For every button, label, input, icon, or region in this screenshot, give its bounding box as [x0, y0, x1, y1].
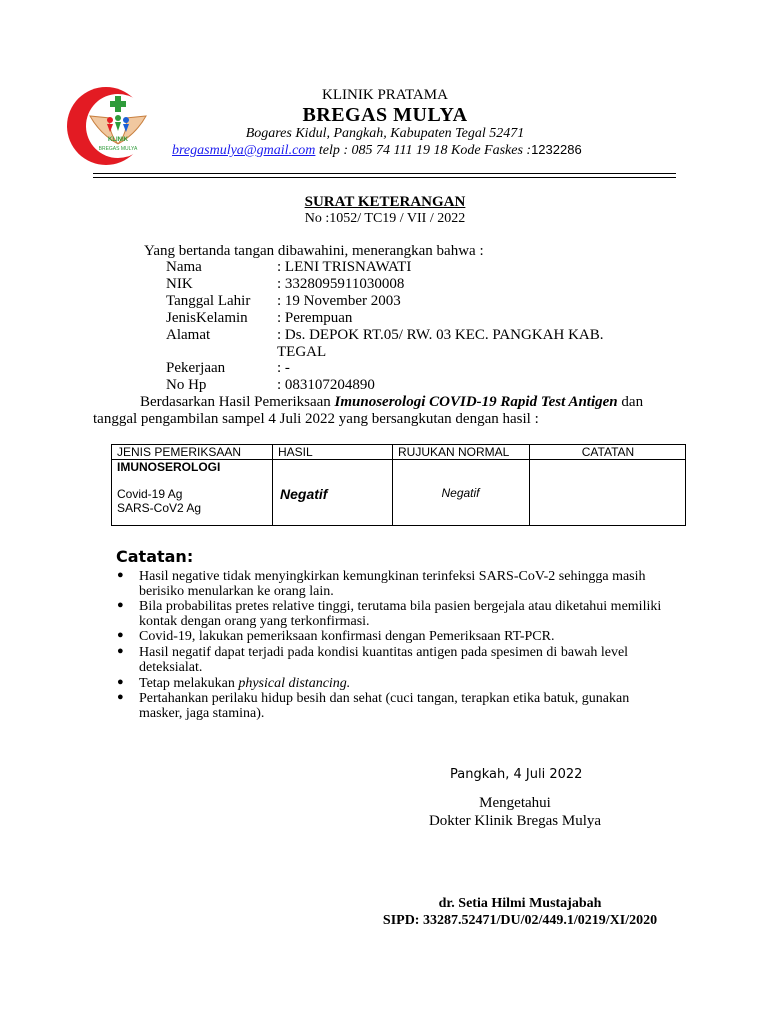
bullet-icon: ●: [117, 645, 124, 657]
value-alamat-cont: TEGAL: [277, 344, 327, 360]
note-item-2: Bila probabilitas pretes relative tinggi, terutama bila pasien bergejala atau diketahui memiliki kontak dengan orang yang terkonfirmasi.: [139, 599, 662, 629]
header-rujukan-normal: RUJUKAN NORMAL: [398, 445, 510, 459]
bullet-icon: ●: [117, 691, 124, 703]
notes-heading: Catatan:: [116, 547, 194, 566]
note-item-4: Hasil negatif dapat terjadi pada kondisi kuantitas antigen pada spesimen di bawah level deteksialat.: [139, 645, 629, 675]
result-table: [111, 444, 686, 526]
note-item-6: Pertahankan perilaku hidup besih dan sehat (cuci tangan, terapkan etika batuk, gunakan masker, jaga stamina).: [139, 691, 630, 721]
email-link[interactable]: bregasmulya@gmail.com: [172, 143, 316, 158]
statement-prefix: Berdasarkan Hasil Pemeriksaan: [140, 394, 335, 410]
label-tanggal-lahir: Tanggal Lahir: [166, 293, 251, 309]
label-jenis-kelamin: JenisKelamin: [166, 310, 248, 326]
label-no-hp: No Hp: [166, 377, 207, 393]
label-alamat: Alamat: [166, 327, 211, 343]
value-jenis-kelamin: : Perempuan: [277, 310, 353, 326]
test-reference: Negatif: [441, 486, 480, 500]
table-col-divider: [392, 445, 393, 525]
test-group: IMUNOSEROLOGI: [117, 460, 221, 474]
note-item-1: Hasil negative tidak menyingkirkan kemungkinan terinfeksi SARS-CoV-2 sehingga masih berisiko menularkan ke orang lain.: [139, 569, 646, 599]
document-title: SURAT KETERANGAN: [304, 194, 466, 210]
test-result: Negatif: [280, 486, 328, 502]
note-item-5: Tetap melakukan physical distancing.: [139, 676, 351, 691]
test-item-covid: Covid-19 Ag: [117, 487, 183, 501]
header-rule-bottom: [93, 177, 676, 178]
statement-suffix: dan: [617, 394, 644, 410]
clinic-contact: [172, 142, 612, 159]
sign-role: Dokter Klinik Bregas Mulya: [428, 813, 602, 829]
header-catatan: CATATAN: [581, 445, 635, 459]
value-nik: : 3328095911030008: [277, 276, 405, 292]
bullet-icon: ●: [117, 569, 124, 581]
header-hasil: HASIL: [278, 445, 313, 459]
sign-place-date: Pangkah, 4 Juli 2022: [450, 767, 583, 782]
label-pekerjaan: Pekerjaan: [166, 360, 226, 376]
header-rule-top: [93, 173, 676, 174]
statement-line2: tanggal pengambilan sampel 4 Juli 2022 yang bersangkutan dengan hasil :: [93, 411, 539, 427]
value-nama: : LENI TRISNAWATI: [277, 259, 412, 275]
logo-text-bottom: BREGAS MULYA: [98, 146, 138, 152]
bullet-icon: ●: [117, 676, 124, 688]
note-italic-phrase: physical distancing.: [238, 676, 351, 691]
doctor-name: dr. Setia Hilmi Mustajabah: [438, 896, 602, 911]
value-alamat: : Ds. DEPOK RT.05/ RW. 03 KEC. PANGKAH KAB.: [277, 327, 604, 343]
sign-acknowledged: Mengetahui: [479, 795, 551, 811]
clinic-name: BREGAS MULYA: [302, 104, 468, 126]
clinic-type: KLINIK PRATAMA: [322, 87, 448, 103]
header-jenis-pemeriksaan: JENIS PEMERIKSAAN: [117, 445, 242, 459]
contact-text: telp : 085 74 111 19 18 Kode Faskes :: [315, 143, 532, 158]
bullet-icon: ●: [117, 599, 124, 611]
faskes-code: 1232286: [531, 142, 582, 157]
label-nik: NIK: [166, 276, 193, 292]
clinic-logo: [66, 86, 158, 166]
intro-text: Yang bertanda tangan dibawahini, menerangkan bahwa :: [144, 243, 484, 259]
label-nama: Nama: [166, 259, 202, 275]
doctor-sipd: SIPD: 33287.52471/DU/02/449.1/0219/XI/2020: [382, 913, 658, 928]
value-pekerjaan: : -: [277, 360, 290, 376]
note-item-3: Covid-19, lakukan pemeriksaan konfirmasi dengan Pemeriksaan RT-PCR.: [139, 629, 555, 644]
value-no-hp: : 083107204890: [277, 377, 375, 393]
logo-text-top: KLINIK: [108, 137, 128, 143]
document-number: No :1052/ TC19 / VII / 2022: [304, 211, 466, 226]
bullet-icon: ●: [117, 629, 124, 641]
clinic-address: Bogares Kidul, Pangkah, Kabupaten Tegal 52471: [245, 126, 525, 141]
statement-line1: [140, 394, 643, 411]
test-item-sars: SARS-CoV2 Ag: [117, 501, 202, 515]
statement-test-name: Imunoserologi COVID-19 Rapid Test Antigen: [334, 394, 618, 410]
value-tanggal-lahir: : 19 November 2003: [277, 293, 401, 309]
table-col-divider: [272, 445, 273, 525]
